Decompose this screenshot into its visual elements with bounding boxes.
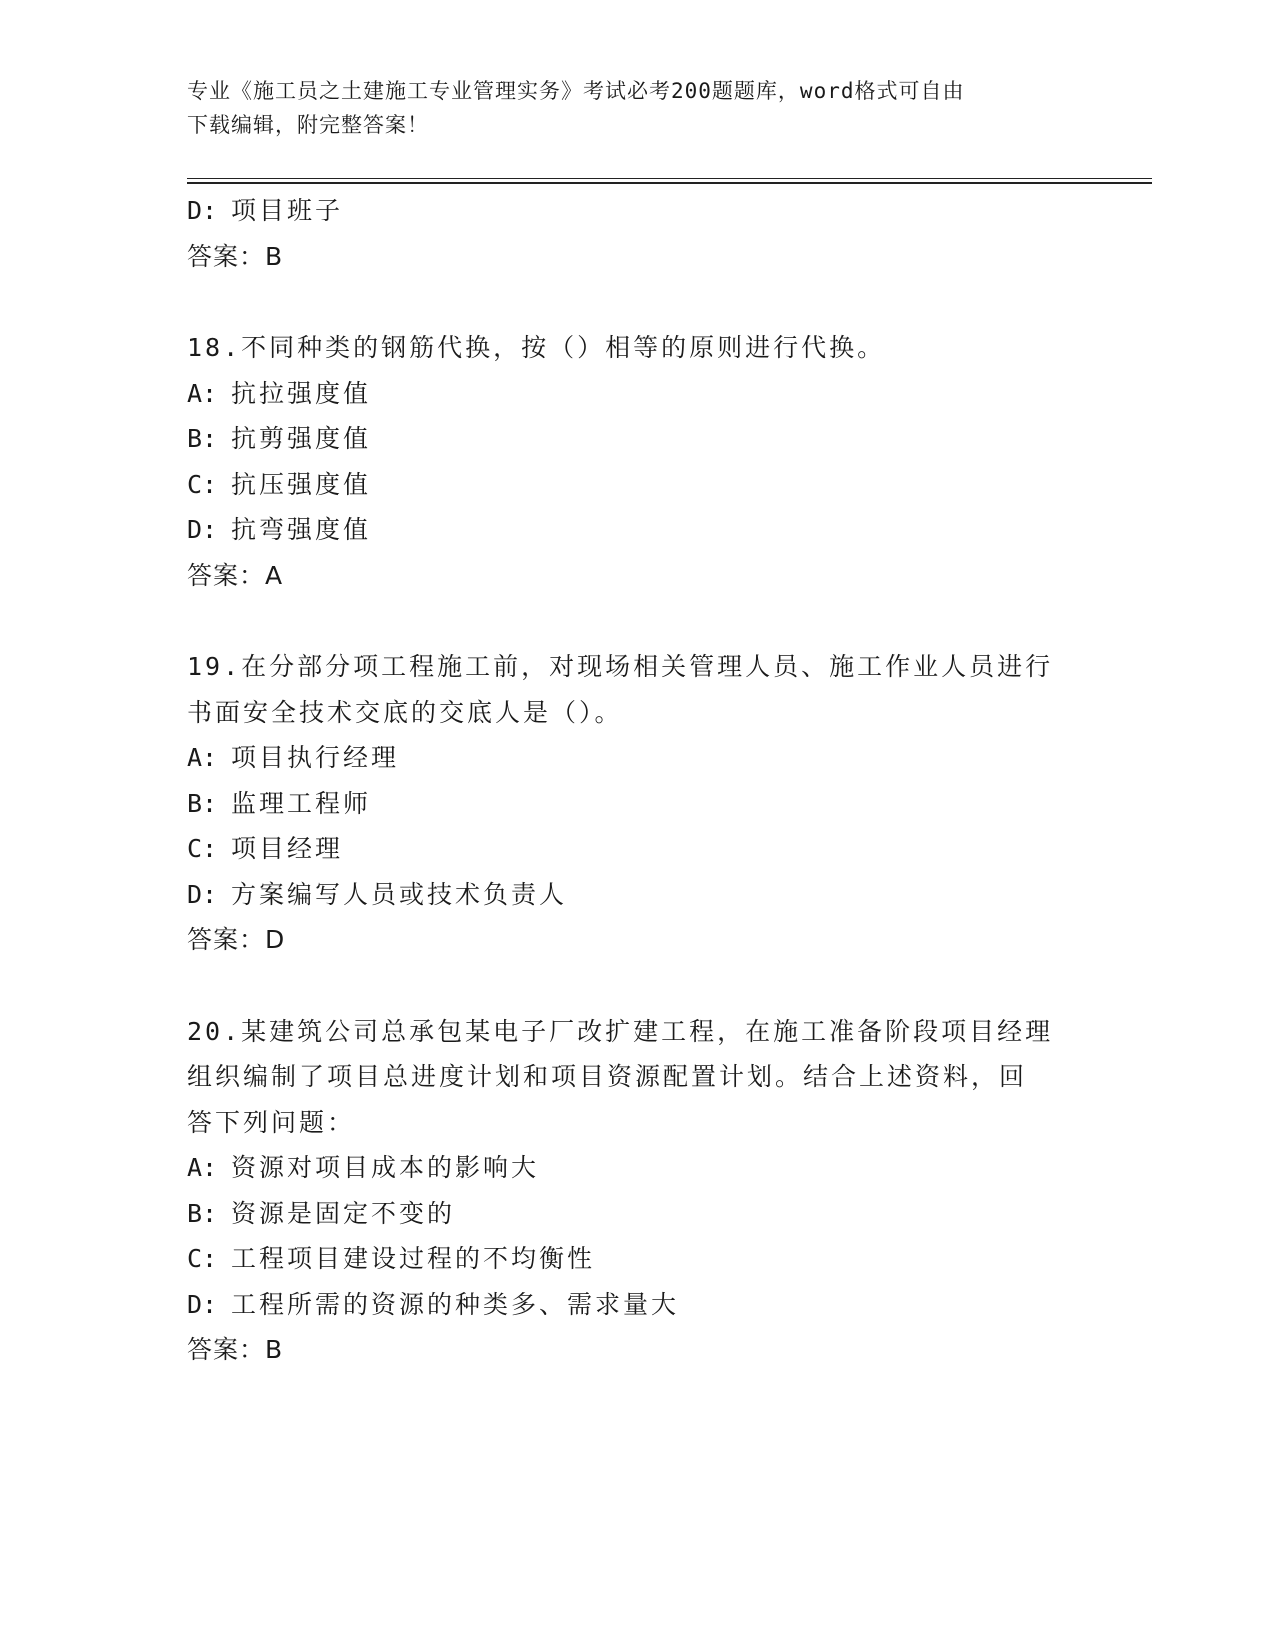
option-letter: A: [187,1153,218,1182]
option-letter: C: [187,834,218,863]
option-text: 方案编写人员或技术负责人 [231,879,568,909]
option-letter: D: [187,879,218,909]
option-letter: A: [187,743,218,772]
header-line-1: 专业《施工员之土建施工专业管理实务》考试必考200题题库，word格式可自由 [187,79,965,103]
option-a [187,1145,1087,1191]
option-d [187,1282,1087,1328]
question-stem: 20.某建筑公司总承包某电子厂改扩建工程，在施工准备阶段项目经理 [187,1016,1054,1046]
question-19 [187,644,1087,963]
option-text: 抗拉强度值 [231,378,372,408]
option-text: 项目班子 [231,196,344,225]
option-text: 抗弯强度值 [231,515,372,544]
option-letter: D: [187,515,218,544]
option-letter: D: [187,1289,218,1319]
question-stem: 19.在分部分项工程施工前，对现场相关管理人员、施工作业人员进行 [187,652,1054,681]
option-d [187,872,1087,918]
question-stem: 答下列问题： [187,1107,356,1137]
question-stem: 18.不同种类的钢筋代换，按（）相等的原则进行代换。 [187,333,886,362]
option-text: 抗剪强度值 [231,424,372,453]
option-text: 工程所需的资源的种类多、需求量大 [231,1289,680,1319]
option-c [187,462,1087,508]
option-a [187,371,1087,417]
option-letter: D: [187,196,218,225]
option-text: 监理工程师 [231,788,372,818]
answer-line: 答案：B [187,1335,284,1364]
option-text: 抗压强度值 [231,469,372,499]
question-18 [187,325,1087,598]
document-header [187,74,1087,142]
option-letter: A: [187,378,218,408]
option-text: 资源是固定不变的 [231,1198,456,1228]
option-letter: B: [187,424,218,453]
option-a [187,735,1087,781]
option-d [187,507,1087,553]
option-b [187,416,1087,462]
question-list [187,188,1087,1373]
option-d [187,188,1087,234]
option-letter: C: [187,1244,218,1273]
option-c [187,826,1087,872]
option-letter: B: [187,788,218,818]
header-line-2: 下载编辑，附完整答案！ [187,113,429,137]
answer-line: 答案：B [187,241,284,271]
option-letter: C: [187,469,218,499]
option-c [187,1236,1087,1282]
option-b [187,1191,1087,1237]
question-stem: 书面安全技术交底的交底人是（）。 [187,697,623,727]
answer-line: 答案：A [187,560,284,590]
question-stem: 组织编制了项目总进度计划和项目资源配置计划。结合上述资料，回 [187,1062,1028,1091]
option-text: 项目经理 [231,834,344,863]
option-b [187,781,1087,827]
option-text: 项目执行经理 [231,743,400,772]
option-letter: B: [187,1198,218,1228]
question-20 [187,1009,1087,1373]
option-text: 工程项目建设过程的不均衡性 [231,1244,596,1273]
option-text: 资源对项目成本的影响大 [231,1153,540,1182]
answer-line: 答案：D [187,925,286,954]
header-divider [187,178,1152,184]
